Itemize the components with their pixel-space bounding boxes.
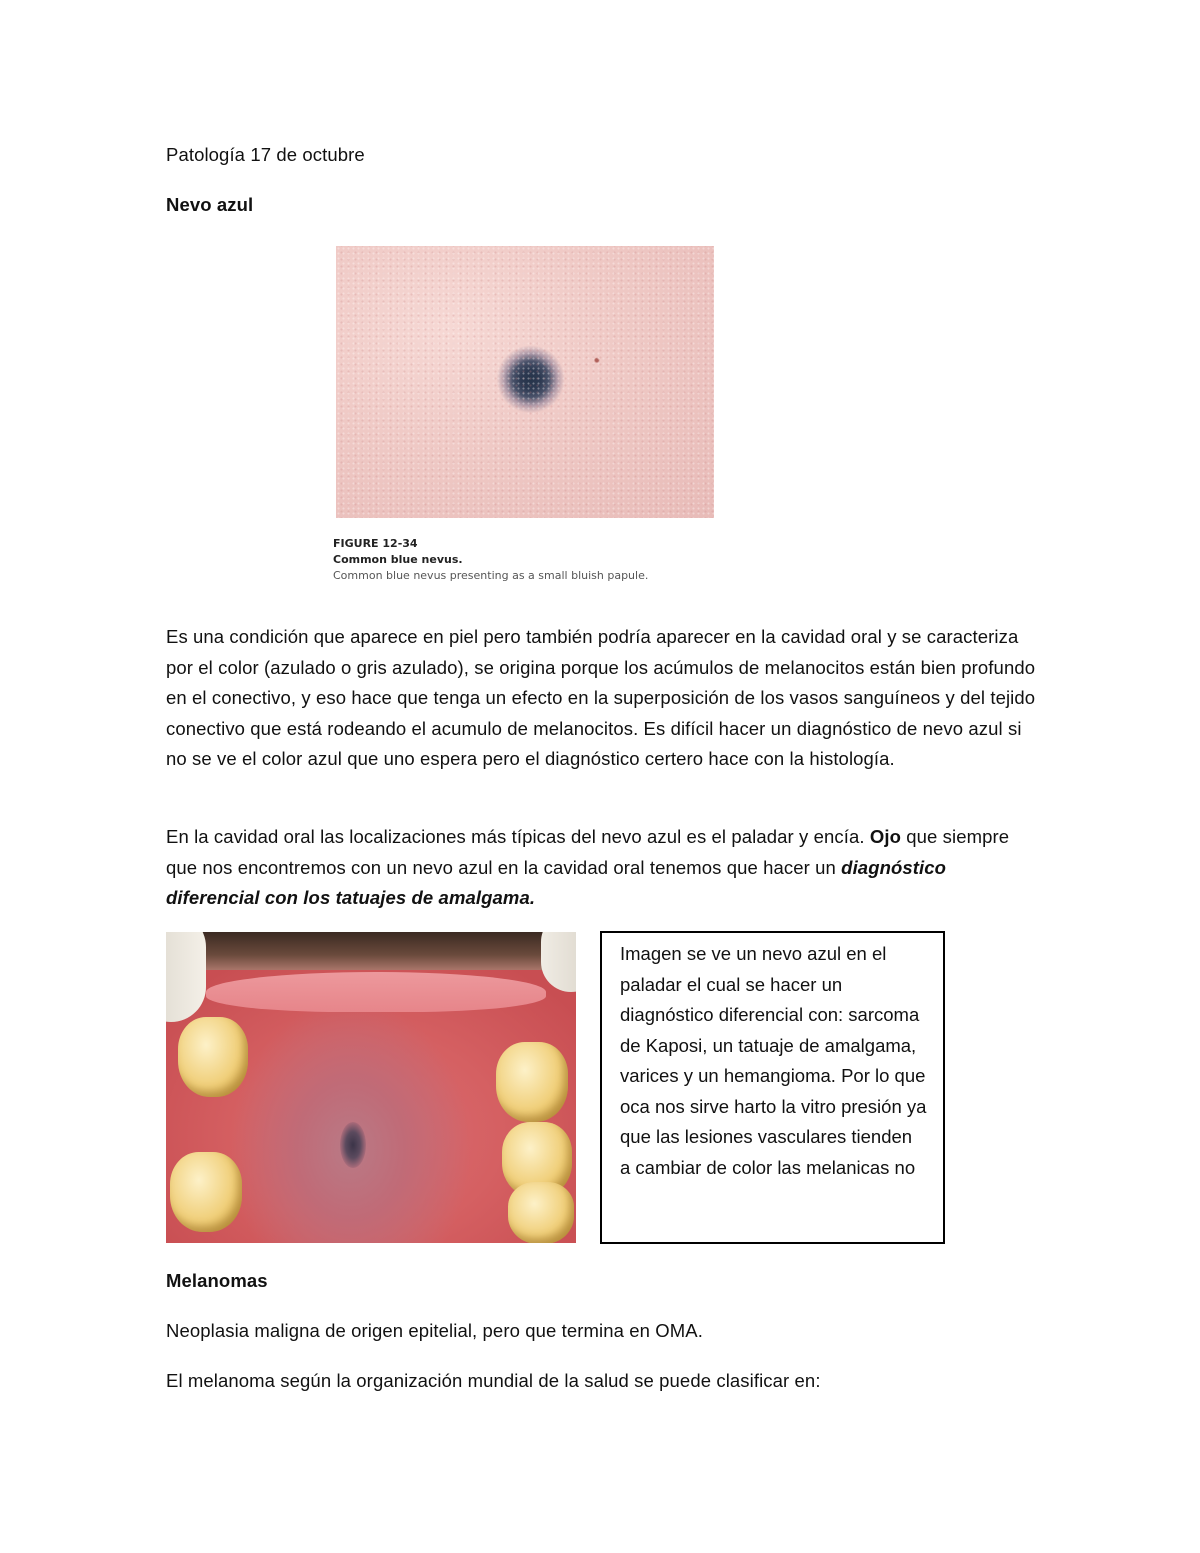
image-note-text: Imagen se ve un nevo azul en el paladar el cual se hacer un diagnóstico diferencial con: sarcoma de Kaposi, un tatuaje de amalgama, varices y un hemangioma. Por lo que oca nos sirve harto la vitro presión ya que las lesiones vasculares tienden a cambiar de color las melanicas no bbox=[620, 943, 927, 1178]
figure-caption bbox=[333, 536, 648, 584]
tooth bbox=[170, 1152, 242, 1232]
palate-blue-nevus-lesion bbox=[340, 1122, 366, 1168]
figure-label: FIGURE 12-34 bbox=[333, 537, 418, 550]
section-heading-nevo-azul: Nevo azul bbox=[166, 194, 254, 215]
blue-nevus-figure bbox=[328, 240, 723, 597]
paragraph-nevo-description: Es una condición que aparece en piel pero también podría aparecer en la cavidad oral y se caracteriza por el color (azulado o gris azulado), se origina porque los acúmulos de melanocitos están bien profundo en el conectivo, y eso hace que tenga un efecto en la superposición de los vasos sanguíneos y del tejido conectivo que está rodeando el acumulo de melanocitos. Es difícil hacer un diagnóstico de nevo azul si no se ve el color azul que uno espera pero el diagnóstico certero hace con la histología. bbox=[166, 626, 1036, 769]
paragraph-oral-location-bold: Ojo bbox=[869, 826, 901, 847]
paragraph-oral-location-emphasis: diagnóstico diferencial con los tatuajes de amalgama. bbox=[166, 856, 947, 908]
paragraph-oral-location-start: En la cavidad oral las localizaciones más típicas del nevo azul es el paladar y encía. bbox=[166, 826, 870, 847]
tooth bbox=[496, 1042, 568, 1122]
palate-nevus-photo bbox=[166, 932, 576, 1243]
image-note-textbox bbox=[600, 931, 945, 1244]
paragraph-melanoma-classification: El melanoma según la organización mundial de la salud se puede clasificar en: bbox=[166, 1370, 821, 1391]
figure-title: Common blue nevus. bbox=[333, 553, 463, 566]
figure-description: Common blue nevus presenting as a small bluish papule. bbox=[333, 569, 649, 582]
paragraph-oral-location-mid: que siempre que nos encontremos con un nevo azul en la cavidad oral tenemos que hacer un bbox=[166, 826, 1010, 878]
paragraph-melanoma-definition: Neoplasia maligna de origen epitelial, pero que termina en OMA. bbox=[166, 1320, 703, 1341]
tooth bbox=[178, 1017, 248, 1097]
section-heading-melanomas: Melanomas bbox=[166, 1270, 268, 1291]
tooth bbox=[508, 1182, 574, 1243]
blue-nevus-skin-photo bbox=[336, 246, 714, 518]
document-title: Patología 17 de octubre bbox=[166, 144, 365, 165]
paragraph-oral-location bbox=[166, 822, 1036, 914]
